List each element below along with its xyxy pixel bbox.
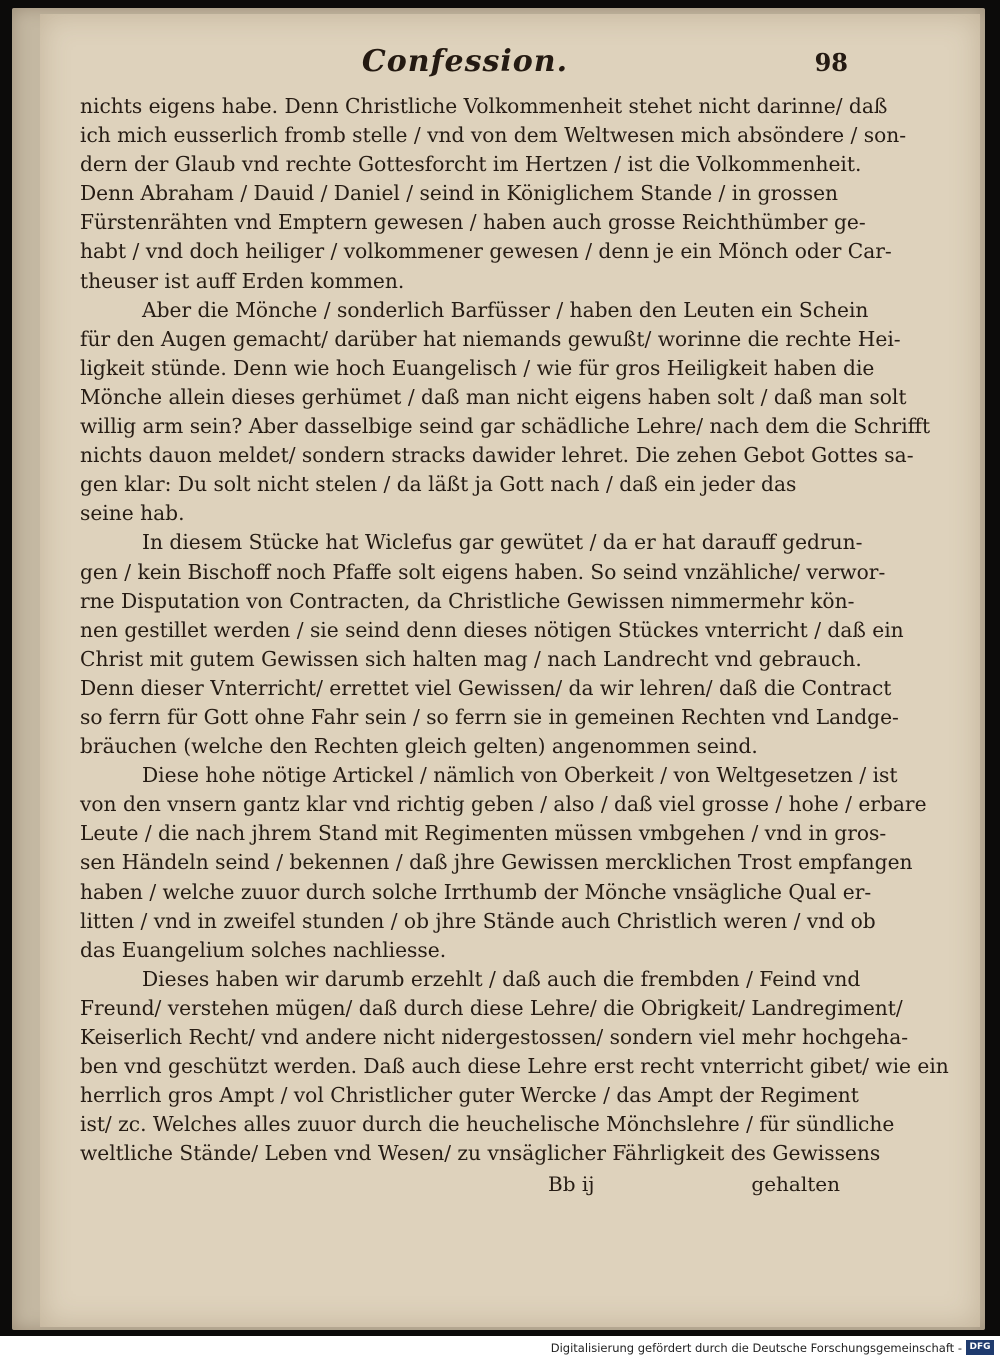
page-footer: [80, 1172, 840, 1202]
page-number: 98: [814, 48, 848, 77]
text-line: theuser ist auff Erden kommen.: [80, 268, 405, 293]
text-line: rne Disputation von Contracten, da Christliche Gewissen nimmermehr kön-: [80, 588, 855, 613]
text-line: Denn Abraham / Dauid / Daniel / seind in Königlichem Stande / in grossen: [80, 181, 839, 206]
catchword: gehalten: [751, 1172, 840, 1196]
text-line: für den Augen gemacht/ darüber hat niemands gewußt/ worinne die rechte Hei-: [80, 326, 901, 351]
text-line: gen / kein Bischoff noch Pfaffe solt eigens haben. So seind vnzähliche/ verwor-: [80, 559, 886, 584]
text-line: ligkeit stünde. Denn wie hoch Euangelisch / wie für gros Heiligkeit haben die: [80, 355, 875, 380]
dfg-logo-icon: DFG: [966, 1340, 994, 1355]
text-line: gen klar: Du solt nicht stelen / da läßt ja Gott nach / daß ein jeder das: [80, 472, 797, 497]
text-line: Mönche allein dieses gerhümet / daß man nicht eigens haben solt / daß man solt: [80, 384, 907, 409]
credit-bar: [0, 1336, 1000, 1361]
text-line: Christ mit gutem Gewissen sich halten mag / nach Landrecht vnd gebrauch.: [80, 646, 862, 671]
text-line: Diese hohe nötige Artickel / nämlich von Oberkeit / von Weltgesetzen / ist: [142, 763, 898, 788]
text-line: Leute / die nach jhrem Stand mit Regimenten müssen vmbgehen / vnd in gros-: [80, 821, 887, 846]
text-line: habt / vnd doch heiliger / volkommener gewesen / denn je ein Mönch oder Car-: [80, 239, 892, 264]
text-line: Fürstenrähten vnd Emptern gewesen / haben auch grosse Reichthümber ge-: [80, 210, 866, 235]
digitization-credit: Digitalisierung gefördert durch die Deutsche Forschungsgemeinschaft -: [550, 1341, 962, 1355]
text-line: seine hab.: [80, 501, 185, 526]
signature-mark: Bb ij: [548, 1172, 595, 1196]
text-line: Keiserlich Recht/ vnd andere nicht nidergestossen/ sondern viel mehr hochgeha-: [80, 1025, 909, 1049]
text-line: willig arm sein? Aber dasselbige seind gar schädliche Lehre/ nach dem die Schrifft: [80, 414, 931, 439]
text-line: Denn dieser Vnterricht/ errettet viel Gewissen/ da wir lehren/ daß die Contract: [80, 675, 892, 700]
text-line: nichts eigens habe. Denn Christliche Volkommenheit stehet nicht darinne/ daß: [80, 94, 888, 118]
text-line: das Euangelium solches nachliesse.: [80, 937, 447, 962]
text-line: von den vnsern gantz klar vnd richtig geben / also / daß viel grosse / hohe / erbare: [80, 792, 927, 817]
text-line: ben vnd geschützt werden. Daß auch diese Lehre erst recht vnterricht gibet/ wie ein: [80, 1054, 949, 1079]
text-line: weltliche Stände/ Leben vnd Wesen/ zu vnsäglicher Fährligkeit des Gewissens: [80, 1141, 881, 1166]
text-line: nen gestillet werden / sie seind denn dieses nötigen Stückes vnterricht / daß ein: [80, 617, 904, 642]
text-line: haben / welche zuuor durch solche Irrthumb der Mönche vnsägliche Qual er-: [80, 879, 872, 904]
text-line: dern der Glaub vnd rechte Gottesforcht im Hertzen / ist die Volkommenheit.: [80, 152, 862, 177]
text-line: Dieses haben wir darumb erzehlt / daß auch die frembden / Feind vnd: [142, 966, 861, 991]
text-line: ist/ zc. Welches alles zuuor durch die heuchelische Mönchslehre / für sündliche: [80, 1112, 895, 1137]
text-line: sen Händeln seind / bekennen / daß jhre Gewissen mercklichen Trost empfangen: [80, 850, 913, 875]
text-line: so ferrn für Gott ohne Fahr sein / so ferrn sie in gemeinen Rechten vnd Landge-: [80, 704, 899, 729]
running-head: Confession.: [361, 44, 569, 79]
text-line: bräuchen (welche den Rechten gleich gelten) angenommen seind.: [80, 734, 758, 759]
text-line: nichts dauon meldet/ sondern stracks dawider lehret. Die zehen Gebot Gottes sa-: [80, 443, 914, 468]
body-text: [80, 92, 949, 1168]
text-line: ich mich eusserlich fromb stelle / vnd von dem Weltwesen mich absöndere / son-: [80, 123, 907, 148]
text-line: In diesem Stücke hat Wiclefus gar gewütet / da er hat darauff gedrun-: [142, 530, 863, 555]
text-line: herrlich gros Ampt / vol Christlicher guter Wercke / das Ampt der Regiment: [80, 1083, 859, 1108]
page-header: [80, 44, 850, 84]
text-line: litten / vnd in zweifel stunden / ob jhre Stände auch Christlich weren / vnd ob: [80, 908, 876, 933]
text-line: Freund/ verstehen mügen/ daß durch diese Lehre/ die Obrigkeit/ Landregiment/: [80, 995, 903, 1020]
text-line: Aber die Mönche / sonderlich Barfüsser / haben den Leuten ein Schein: [142, 297, 869, 322]
